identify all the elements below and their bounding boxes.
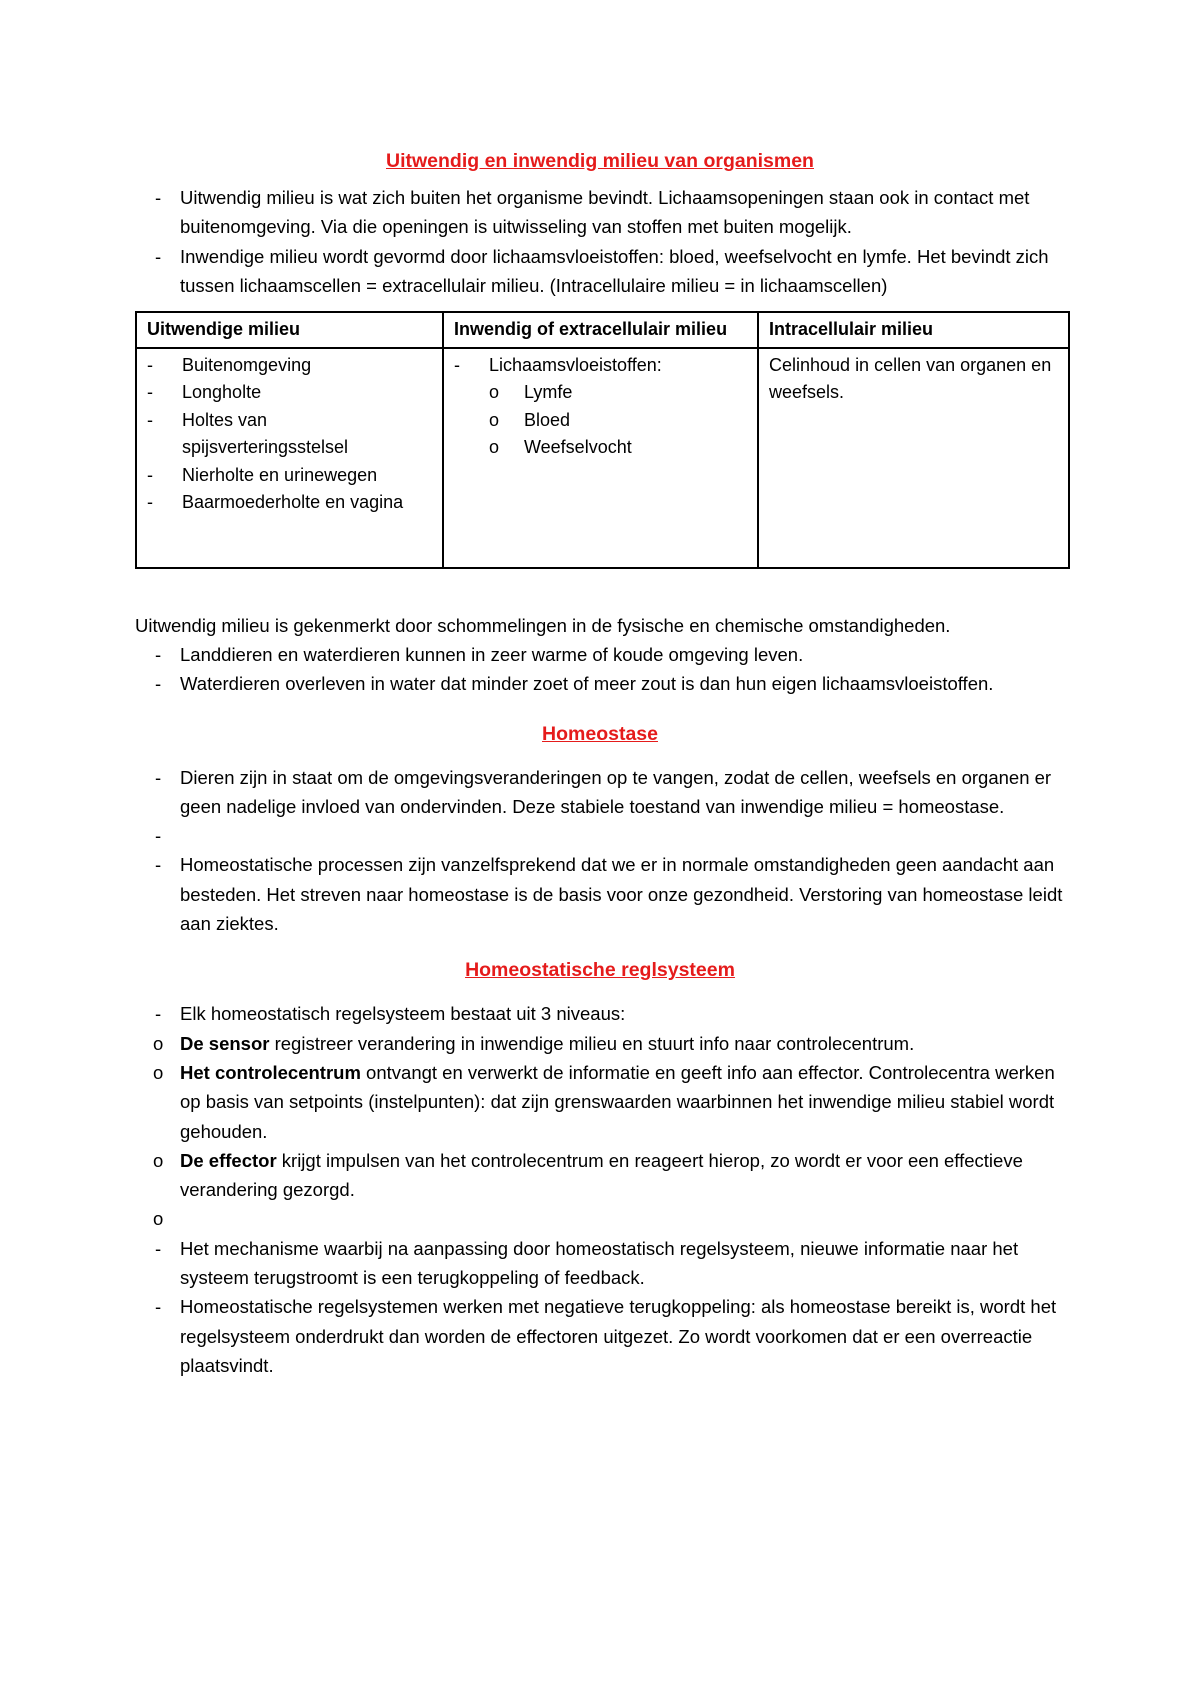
list-item	[135, 763, 1065, 822]
list-item-text: Baarmoederholte en vagina	[182, 492, 404, 513]
list-item-text: Bloed	[524, 409, 571, 430]
bullet-marker: -	[147, 492, 153, 513]
list-item-text	[180, 1146, 1065, 1205]
list-item-body: registreer verandering in inwendige milieu en stuurt info naar controlecentrum.	[269, 1032, 915, 1054]
bullet-marker: -	[147, 409, 153, 430]
list-item	[147, 489, 432, 517]
section-title-milieu: Uitwendig en inwendig milieu van organismen	[386, 150, 814, 172]
bullet-marker: -	[155, 187, 162, 208]
table-header-inwendig: Inwendig of extracellulair milieu	[443, 312, 758, 348]
bullet-marker: -	[155, 245, 162, 267]
sub-list-item	[454, 407, 747, 435]
list-item-text	[180, 1058, 1065, 1146]
list-item-text: Waterdieren overleven in water dat minder zoet of meer zout is dan hun eigen lichaamsvloeistoffen.	[180, 673, 994, 695]
bullet-marker: -	[147, 354, 153, 375]
uitwendig-intro-paragraph: Uitwendig milieu is gekenmerkt door schommelingen in de fysische en chemische omstandigheden.	[135, 614, 951, 636]
list-item-body: Het mechanisme waarbij na aanpassing door homeostatisch regelsysteem, nieuwe informatie naar het systeem terugstroomt is een terugkoppeling of feedback.	[180, 1237, 1019, 1289]
list-item	[135, 669, 1065, 698]
sub-list-item	[454, 379, 747, 407]
list-item	[147, 407, 432, 462]
list-item	[135, 1234, 1065, 1293]
list-item	[135, 1058, 1065, 1146]
table-cell-inwendig	[443, 348, 758, 568]
bullet-marker: o	[489, 382, 500, 403]
list-item-text	[180, 821, 1065, 850]
bold-term-sensor: De sensor	[180, 1032, 270, 1054]
list-item	[135, 1146, 1065, 1205]
list-item	[135, 1029, 1065, 1058]
table-row	[136, 348, 1069, 568]
list-item	[135, 183, 1065, 242]
bullet-marker: -	[155, 1296, 162, 1318]
list-item	[147, 352, 432, 380]
bullet-marker: o	[153, 1032, 164, 1054]
bullet-marker: -	[147, 464, 153, 485]
list-item-text	[180, 1204, 1065, 1233]
bullet-marker: -	[155, 1003, 162, 1025]
section-title-homeostase: Homeostase	[542, 722, 658, 745]
bullet-marker: -	[155, 766, 162, 788]
list-item-text: Buitenomgeving	[182, 354, 312, 375]
document-content	[135, 146, 1065, 1380]
bullet-marker: -	[155, 1237, 162, 1259]
list-item-body: Elk homeostatisch regelsysteem bestaat uit 3 niveaus:	[180, 1003, 626, 1025]
sub-list-item	[454, 434, 747, 462]
bullet-marker: o	[489, 437, 500, 458]
list-item-text: Nierholte en urinewegen	[182, 464, 378, 485]
table-header-uitwendig: Uitwendige milieu	[136, 312, 443, 348]
list-item	[147, 379, 432, 407]
list-item-text	[180, 1029, 1065, 1058]
list-item-text: Lichaamsvloeistoffen:	[489, 354, 662, 375]
bullet-marker: -	[155, 854, 162, 876]
list-item	[135, 850, 1065, 938]
milieu-table	[135, 311, 1070, 569]
list-item-text: Uitwendig milieu is wat zich buiten het organisme bevindt. Lichaamsopeningen staan ook in contact met buitenomgeving. Via die openingen is uitwisseling van stoffen met buiten mogelijk.	[180, 187, 1030, 238]
list-item-text	[180, 999, 1065, 1028]
table-header-row	[136, 312, 1069, 348]
list-item-text: Weefselvocht	[524, 437, 632, 458]
list-item	[135, 1204, 1065, 1233]
bullet-marker: o	[153, 1208, 164, 1230]
list-item-body: krijgt impulsen van het controlecentrum en reageert hierop, zo wordt er voor een effectieve verandering gezorgd.	[180, 1149, 1023, 1201]
list-item	[135, 1292, 1065, 1380]
list-item-text	[180, 1234, 1065, 1293]
bullet-marker: o	[153, 1061, 164, 1083]
section-title-regelsysteem: Homeostatische reglsysteem	[465, 959, 735, 982]
uitwendig-bullet-list	[135, 640, 1065, 699]
list-item-text: Landdieren en waterdieren kunnen in zeer warme of koude omgeving leven.	[180, 643, 804, 665]
list-item	[135, 242, 1065, 301]
list-item-text: Longholte	[182, 382, 262, 403]
list-item-text	[180, 1292, 1065, 1380]
list-item-text: Inwendige milieu wordt gevormd door lichaamsvloeistoffen: bloed, weefselvocht en lymfe. Het bevindt zich tussen lichaamscellen = extracellulair milieu. (Intracellulaire milieu = in lichaamscellen)	[180, 245, 1049, 296]
list-item-text: Lymfe	[524, 382, 573, 403]
list-item-text: Homeostatische processen zijn vanzelfsprekend dat we er in normale omstandigheden geen aandacht aan besteden. Het streven naar homeostase is de basis voor onze gezondheid. Verstoring van homeostase leidt aan ziektes.	[180, 854, 1063, 935]
bold-term-effector: De effector	[180, 1149, 277, 1171]
homeostase-bullet-list	[135, 763, 1065, 939]
list-item	[147, 462, 432, 490]
list-item	[135, 821, 1065, 850]
table-header-intracellulair: Intracellulair milieu	[758, 312, 1069, 348]
table-cell-intracellulair: Celinhoud in cellen van organen en weefsels.	[758, 348, 1069, 568]
list-item-body: Homeostatische regelsystemen werken met negatieve terugkoppeling: als homeostase bereikt is, wordt het regelsysteem onderdrukt dan worden de effectoren uitgezet. Zo wordt voorkomen dat er een overreactie plaatsvindt.	[180, 1296, 1057, 1376]
list-item-text: Holtes van spijsverteringsstelsel	[182, 409, 349, 458]
bullet-marker: -	[454, 354, 460, 375]
regelsysteem-bullet-list	[135, 999, 1065, 1380]
bullet-marker: -	[155, 825, 162, 847]
table-cell-uitwendig	[136, 348, 443, 568]
list-item-text: Dieren zijn in staat om de omgevingsveranderingen op te vangen, zodat de cellen, weefsels en organen er geen nadelige invloed van ondervinden. Deze stabiele toestand van inwendige milieu = homeostase.	[180, 766, 1052, 817]
bullet-marker: -	[155, 673, 162, 695]
list-item	[135, 999, 1065, 1028]
list-item	[135, 640, 1065, 669]
bullet-marker: -	[155, 643, 162, 665]
bullet-marker: -	[147, 382, 153, 403]
milieu-bullet-list	[135, 183, 1065, 300]
bold-term-controlecentrum: Het controlecentrum	[180, 1061, 361, 1083]
bullet-marker: o	[489, 409, 500, 430]
bullet-marker: o	[153, 1149, 164, 1171]
list-item	[454, 352, 747, 380]
list-item-body: ontvangt en verwerkt de informatie en geeft info aan effector. Controlecentra werken op basis van setpoints (instelpunten): dat zijn grenswaarden waarbinnen het inwendige milieu stabiel wordt gehouden.	[180, 1061, 1055, 1142]
